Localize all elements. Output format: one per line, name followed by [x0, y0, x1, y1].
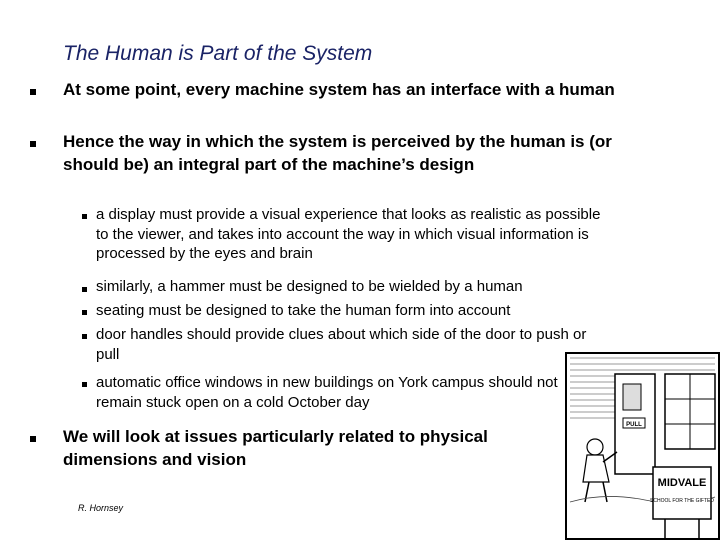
- bullet-text-2: Hence the way in which the system is perceived by the human is (or should be) an integral part of the machine’s design: [63, 132, 612, 174]
- sub-bullet-text-1: a display must provide a visual experience that looks as realistic as possible to the viewer, and takes into account the way in which visual information is processed by the eyes and brain: [96, 206, 601, 262]
- cartoon-illustration: [565, 352, 720, 540]
- door-sign-text: PULL: [626, 422, 642, 428]
- sub-bullet-marker: [82, 287, 87, 292]
- bullet-marker: [30, 436, 36, 442]
- bullet-text-3: We will look at issues particularly related to physical dimensions and vision: [63, 427, 488, 469]
- school-sign-line1: MIDVALE: [657, 477, 707, 489]
- sub-bullet-marker: [82, 334, 87, 339]
- slide-title: The Human is Part of the System: [63, 42, 373, 65]
- author-footer: R. Hornsey: [78, 503, 124, 513]
- bullet-text-1: At some point, every machine system has an interface with a human: [63, 80, 615, 99]
- sub-bullet-text-3: seating must be designed to take the human form into account: [96, 302, 511, 319]
- sub-bullet-text-4: door handles should provide clues about which side of the door to push or pull: [96, 326, 587, 363]
- sub-bullet-text-5: automatic office windows in new buildings on York campus should not remain stuck open on a cold October day: [96, 374, 558, 411]
- bullet-marker: [30, 141, 36, 147]
- school-sign-line2: SCHOOL FOR THE GIFTED: [650, 498, 714, 504]
- sub-bullet-marker: [82, 382, 87, 387]
- sub-bullet-text-2: similarly, a hammer must be designed to be wielded by a human: [96, 278, 523, 295]
- bullet-marker: [30, 89, 36, 95]
- sub-bullet-marker: [82, 214, 87, 219]
- sub-bullet-marker: [82, 310, 87, 315]
